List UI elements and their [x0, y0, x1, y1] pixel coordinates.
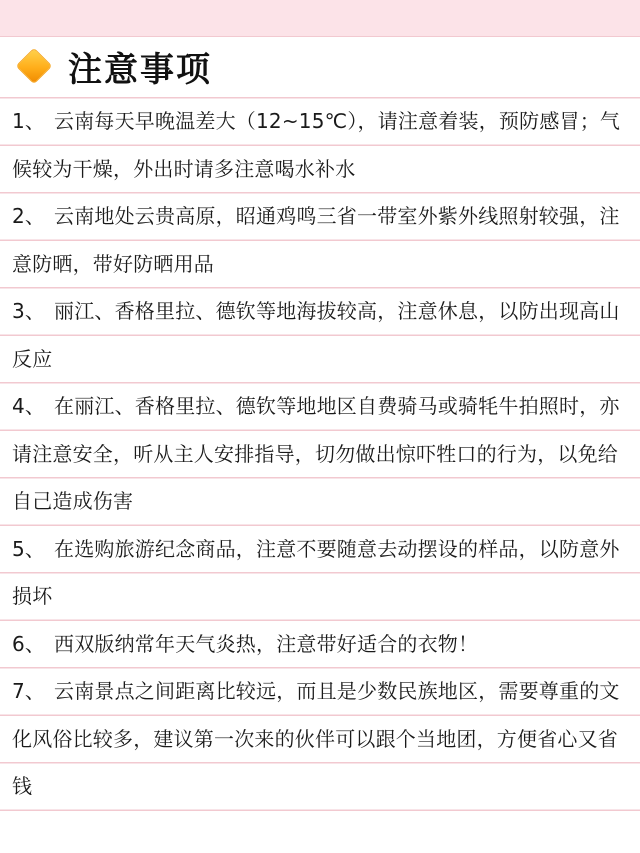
note-item-1 — [12, 98, 634, 193]
heading-title: 注意事项 — [68, 49, 212, 90]
note-text: 丽江、香格里拉、德钦等地海拔较高，注意休息，以防出现高山反应 — [12, 299, 620, 371]
notes-list — [12, 98, 634, 811]
note-text: 云南地处云贵高原，昭通鸡鸣三省一带室外紫外线照射较强，注意防晒，带好防晒用品 — [12, 204, 620, 276]
section-heading — [14, 42, 212, 90]
note-text: 云南每天早晚温差大（12~15℃），请注意着装，预防感冒；气候较为干燥，外出时请多注意喝水补水 — [12, 109, 621, 181]
top-pink-band — [0, 0, 640, 37]
note-number: 2、 — [12, 204, 46, 228]
note-item-7 — [12, 668, 634, 811]
note-item-5 — [12, 526, 634, 621]
note-text: 在选购旅游纪念商品，注意不要随意去动摆设的样品，以防意外损坏 — [12, 536, 620, 608]
note-item-6 — [12, 621, 634, 669]
note-number: 1、 — [12, 109, 46, 133]
note-text: 云南景点之间距离比较远，而且是少数民族地区，需要尊重的文化风俗比较多，建议第一次来的伙伴可以跟个当地团，方便省心又省钱 — [12, 679, 620, 798]
note-item-4 — [12, 383, 634, 526]
note-item-3 — [12, 288, 634, 383]
note-number: 3、 — [12, 299, 46, 323]
note-number: 4、 — [12, 394, 46, 418]
note-item-2 — [12, 193, 634, 288]
note-text: 西双版纳常年天气炎热，注意带好适合的衣物！ — [54, 631, 479, 656]
note-text: 在丽江、香格里拉、德钦等地地区自费骑马或骑牦牛拍照时，亦请注意安全，听从主人安排指导，切勿做出惊吓牲口的行为，以免给自己造成伤害 — [12, 394, 620, 513]
note-number: 7、 — [12, 679, 46, 703]
note-number: 5、 — [12, 536, 46, 561]
note-number: 6、 — [12, 631, 46, 656]
orange-diamond-icon — [17, 49, 51, 83]
